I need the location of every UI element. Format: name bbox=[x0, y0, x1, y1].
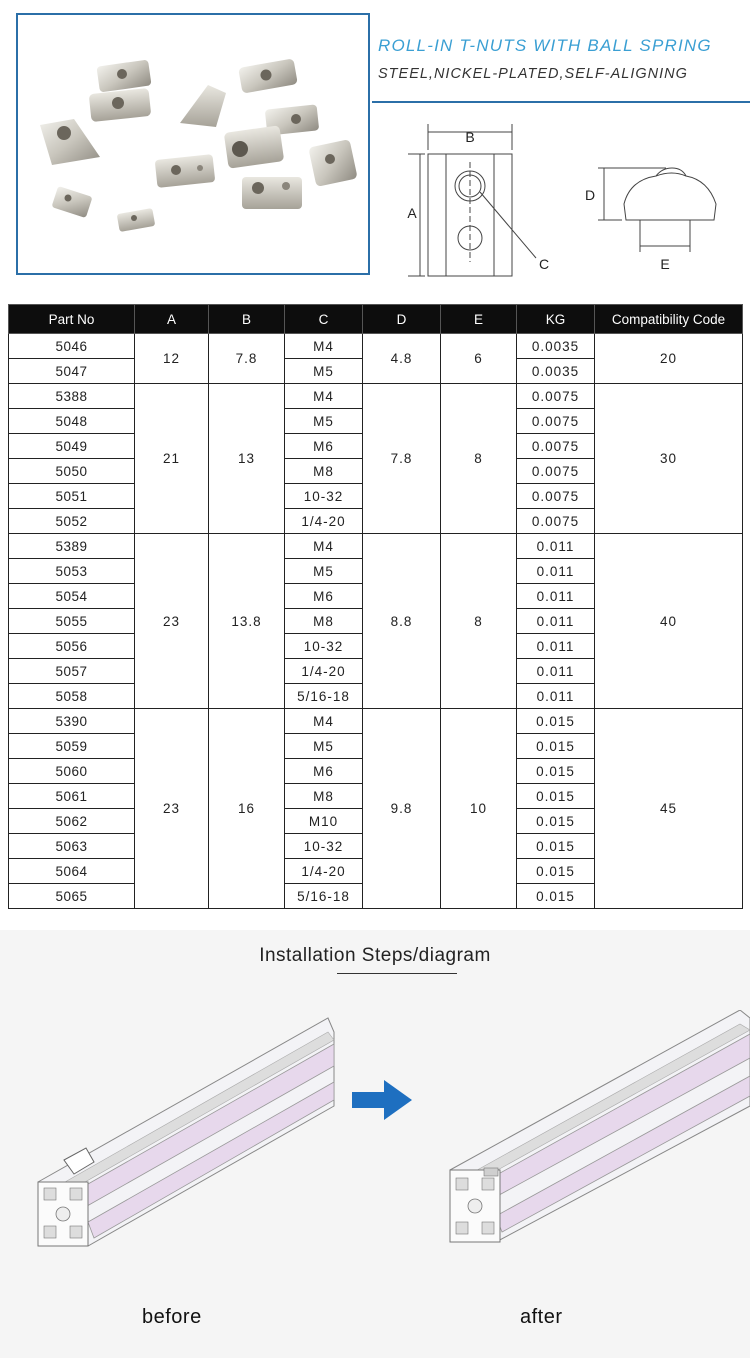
col-header-d: D bbox=[363, 305, 441, 334]
cell-e: 8 bbox=[441, 384, 517, 534]
col-header-b: B bbox=[209, 305, 285, 334]
cell-c: 10-32 bbox=[285, 484, 363, 509]
cell-c: 10-32 bbox=[285, 634, 363, 659]
table-row bbox=[9, 334, 743, 359]
cell-part-no: 5389 bbox=[9, 534, 135, 559]
t-nut-7 bbox=[40, 119, 100, 165]
cell-c: M10 bbox=[285, 809, 363, 834]
cell-part-no: 5048 bbox=[9, 409, 135, 434]
dim-label-c: C bbox=[538, 256, 550, 272]
cell-e: 8 bbox=[441, 534, 517, 709]
cell-kg: 0.0075 bbox=[517, 434, 595, 459]
cell-part-no: 5046 bbox=[9, 334, 135, 359]
cell-c: 10-32 bbox=[285, 834, 363, 859]
cell-part-no: 5050 bbox=[9, 459, 135, 484]
cell-kg: 0.015 bbox=[517, 809, 595, 834]
profile-before-image bbox=[28, 1010, 338, 1270]
cell-compat-code: 20 bbox=[595, 334, 743, 384]
cell-part-no: 5062 bbox=[9, 809, 135, 834]
t-nut-after bbox=[484, 1168, 498, 1176]
title-divider bbox=[372, 101, 750, 103]
cell-kg: 0.011 bbox=[517, 559, 595, 584]
table-row bbox=[9, 709, 743, 734]
cell-kg: 0.011 bbox=[517, 684, 595, 709]
cell-part-no: 5390 bbox=[9, 709, 135, 734]
cell-part-no: 5388 bbox=[9, 384, 135, 409]
cell-part-no: 5064 bbox=[9, 859, 135, 884]
cell-c: M6 bbox=[285, 584, 363, 609]
cell-c: 5/16-18 bbox=[285, 884, 363, 909]
cell-b: 13.8 bbox=[209, 534, 285, 709]
cell-c: M6 bbox=[285, 434, 363, 459]
cell-a: 23 bbox=[135, 534, 209, 709]
cell-kg: 0.011 bbox=[517, 609, 595, 634]
col-header-a: A bbox=[135, 305, 209, 334]
t-nut-11 bbox=[51, 186, 92, 218]
cell-part-no: 5054 bbox=[9, 584, 135, 609]
cell-part-no: 5055 bbox=[9, 609, 135, 634]
cell-part-no: 5049 bbox=[9, 434, 135, 459]
cell-kg: 0.0075 bbox=[517, 459, 595, 484]
cell-c: M5 bbox=[285, 359, 363, 384]
dim-label-b: B bbox=[465, 129, 475, 145]
cell-kg: 0.011 bbox=[517, 634, 595, 659]
col-header-e: E bbox=[441, 305, 517, 334]
col-header-c: C bbox=[285, 305, 363, 334]
cell-a: 23 bbox=[135, 709, 209, 909]
cell-kg: 0.015 bbox=[517, 759, 595, 784]
cell-kg: 0.0035 bbox=[517, 334, 595, 359]
cell-c: 1/4-20 bbox=[285, 659, 363, 684]
cell-part-no: 5051 bbox=[9, 484, 135, 509]
cell-part-no: 5047 bbox=[9, 359, 135, 384]
top-view-drawing bbox=[408, 124, 536, 276]
cell-part-no: 5056 bbox=[9, 634, 135, 659]
cell-kg: 0.011 bbox=[517, 534, 595, 559]
cell-e: 6 bbox=[441, 334, 517, 384]
t-nut-9 bbox=[308, 139, 357, 187]
product-subtitle: STEEL,NICKEL-PLATED,SELF-ALIGNING bbox=[378, 66, 688, 82]
col-header-part-no: Part No bbox=[9, 305, 135, 334]
cell-part-no: 5053 bbox=[9, 559, 135, 584]
cell-kg: 0.015 bbox=[517, 734, 595, 759]
cell-kg: 0.015 bbox=[517, 859, 595, 884]
col-header-kg: KG bbox=[517, 305, 595, 334]
t-nut-3 bbox=[238, 58, 298, 93]
cell-part-no: 5059 bbox=[9, 734, 135, 759]
cell-d: 4.8 bbox=[363, 334, 441, 384]
cell-kg: 0.0075 bbox=[517, 509, 595, 534]
dim-label-d: D bbox=[584, 187, 596, 203]
cell-part-no: 5052 bbox=[9, 509, 135, 534]
cell-c: M5 bbox=[285, 734, 363, 759]
dimension-diagram bbox=[390, 112, 750, 282]
cell-c: M6 bbox=[285, 759, 363, 784]
cell-c: M8 bbox=[285, 609, 363, 634]
cell-compat-code: 40 bbox=[595, 534, 743, 709]
cell-c: M4 bbox=[285, 534, 363, 559]
t-nut-6 bbox=[224, 125, 284, 168]
col-header-compat-code: Compatibility Code bbox=[595, 305, 743, 334]
table-row bbox=[9, 534, 743, 559]
cell-kg: 0.0035 bbox=[517, 359, 595, 384]
table-row bbox=[9, 384, 743, 409]
cell-b: 7.8 bbox=[209, 334, 285, 384]
cell-compat-code: 45 bbox=[595, 709, 743, 909]
cell-kg: 0.0075 bbox=[517, 384, 595, 409]
t-nut-8 bbox=[155, 154, 216, 188]
cell-b: 16 bbox=[209, 709, 285, 909]
installation-section bbox=[0, 930, 750, 1358]
cell-kg: 0.011 bbox=[517, 659, 595, 684]
installation-title-underline bbox=[337, 973, 457, 974]
cell-kg: 0.0075 bbox=[517, 484, 595, 509]
dim-label-e: E bbox=[660, 256, 670, 272]
cell-part-no: 5065 bbox=[9, 884, 135, 909]
cell-c: M8 bbox=[285, 459, 363, 484]
side-view-drawing bbox=[598, 168, 716, 252]
installation-title: Installation Steps/diagram bbox=[259, 945, 491, 966]
t-nuts-photo bbox=[18, 15, 368, 273]
t-nut-1 bbox=[96, 60, 151, 93]
product-photo-frame bbox=[16, 13, 370, 275]
dim-label-a: A bbox=[407, 205, 417, 221]
cell-part-no: 5063 bbox=[9, 834, 135, 859]
cell-kg: 0.011 bbox=[517, 584, 595, 609]
cell-c: M4 bbox=[285, 709, 363, 734]
cell-c: 1/4-20 bbox=[285, 509, 363, 534]
cell-part-no: 5061 bbox=[9, 784, 135, 809]
t-nut-4 bbox=[180, 85, 226, 127]
cell-b: 13 bbox=[209, 384, 285, 534]
cell-kg: 0.015 bbox=[517, 834, 595, 859]
t-nut-2 bbox=[89, 88, 152, 122]
cell-d: 8.8 bbox=[363, 534, 441, 709]
cell-a: 21 bbox=[135, 384, 209, 534]
product-title: ROLL-IN T-NUTS WITH BALL SPRING bbox=[378, 36, 712, 55]
table-header-row bbox=[9, 305, 743, 334]
caption-before: before bbox=[142, 1306, 202, 1328]
cell-kg: 0.015 bbox=[517, 884, 595, 909]
caption-after: after bbox=[520, 1306, 563, 1328]
cell-d: 7.8 bbox=[363, 384, 441, 534]
cell-c: M4 bbox=[285, 384, 363, 409]
cell-c: M5 bbox=[285, 559, 363, 584]
cell-part-no: 5057 bbox=[9, 659, 135, 684]
cell-kg: 0.015 bbox=[517, 784, 595, 809]
spec-table bbox=[8, 304, 743, 909]
cell-c: 5/16-18 bbox=[285, 684, 363, 709]
cell-e: 10 bbox=[441, 709, 517, 909]
cell-part-no: 5060 bbox=[9, 759, 135, 784]
cell-c: M8 bbox=[285, 784, 363, 809]
cell-kg: 0.015 bbox=[517, 709, 595, 734]
cell-kg: 0.0075 bbox=[517, 409, 595, 434]
t-nut-12 bbox=[117, 208, 156, 232]
t-nut-10 bbox=[242, 177, 302, 209]
cell-part-no: 5058 bbox=[9, 684, 135, 709]
profile-after-image bbox=[440, 1010, 750, 1270]
spec-table-body bbox=[9, 334, 743, 909]
cell-d: 9.8 bbox=[363, 709, 441, 909]
cell-a: 12 bbox=[135, 334, 209, 384]
right-arrow-icon bbox=[350, 1078, 414, 1122]
cell-c: 1/4-20 bbox=[285, 859, 363, 884]
cell-compat-code: 30 bbox=[595, 384, 743, 534]
cell-c: M5 bbox=[285, 409, 363, 434]
cell-c: M4 bbox=[285, 334, 363, 359]
